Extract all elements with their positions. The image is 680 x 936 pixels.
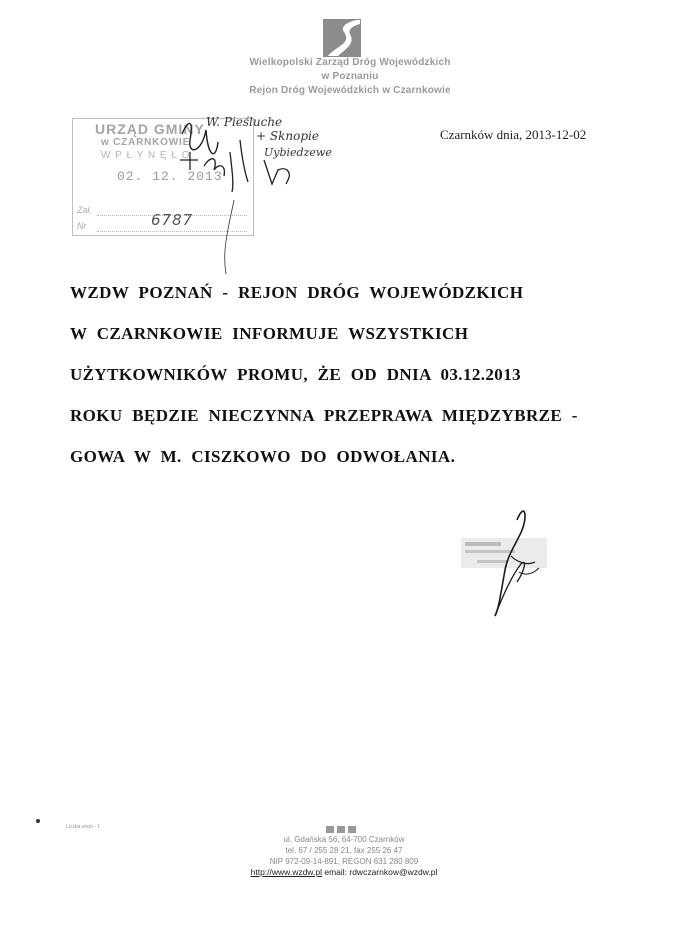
footer-contact — [214, 834, 474, 878]
announcement-line: W CZARNKOWIE INFORMUJE WSZYSTKICH — [70, 324, 469, 343]
org-line-2: w Poznaniu — [321, 71, 379, 82]
document-date: Czarnków dnia, 2013-12-02 — [440, 127, 587, 142]
footer-block-icon — [326, 826, 334, 833]
footer-block-icon — [348, 826, 356, 833]
announcement-line: ROKU BĘDZIE NIECZYNNA PRZEPRAWA MIĘDZYBRZE - — [70, 406, 578, 425]
stamp-line2: w CZARNKOWIE — [101, 137, 191, 148]
org-line-3: Rejon Dróg Wojewódzkich w Czarnkowie — [249, 85, 451, 96]
stamp-line3: W P Ł Y N Ę Ł O — [101, 150, 191, 161]
road-logo-icon — [322, 18, 362, 58]
stamp-number: 6787 — [151, 211, 194, 229]
signature-stamp — [455, 500, 565, 620]
footer-block-icon — [337, 826, 345, 833]
stamp-date: 02. 12. 2013 — [117, 169, 223, 184]
stamp-number-label: Nr — [77, 221, 87, 231]
handwritten-note-2: + Sknopie — [256, 129, 319, 143]
stamp-title: URZĄD GMINY — [95, 121, 205, 137]
org-line-1: Wielkopolski Zarząd Dróg Wojewódzkich — [249, 57, 451, 68]
footer-ids: NIP 972-09-14-891, REGON 631 280 809 — [269, 857, 419, 866]
organization-header — [222, 56, 478, 98]
handwritten-note-3: Uybiedzewe — [264, 146, 332, 159]
footer-address: ul. Gdańska 56, 64-700 Czarnków — [283, 835, 405, 844]
page-dot-mark — [36, 819, 40, 823]
handwritten-annotation — [160, 100, 360, 280]
announcement-line: WZDW POZNAŃ - REJON DRÓG WOJEWÓDZKICH — [70, 283, 524, 302]
handwritten-note-1: W. Pieśluche — [206, 115, 283, 129]
page-count-note: Liczba stron - 1 — [66, 824, 101, 830]
stamp-attachments-label: Zał. — [77, 205, 93, 215]
announcement-line: UŻYTKOWNIKÓW PROMU, ŻE OD DNIA 03.12.2013 — [70, 365, 522, 384]
footer-phone: tel. 67 / 255 28 21, fax 255 26 47 — [285, 846, 403, 855]
announcement-line: GOWA W M. CISZKOWO DO ODWOŁANIA. — [70, 447, 456, 466]
website-link[interactable]: http://www.wzdw.pl — [250, 867, 322, 877]
footer-web — [214, 867, 474, 878]
announcement-text — [70, 272, 630, 477]
footer-email[interactable]: email: rdwczarnkow@wzdw.pl — [324, 867, 438, 877]
